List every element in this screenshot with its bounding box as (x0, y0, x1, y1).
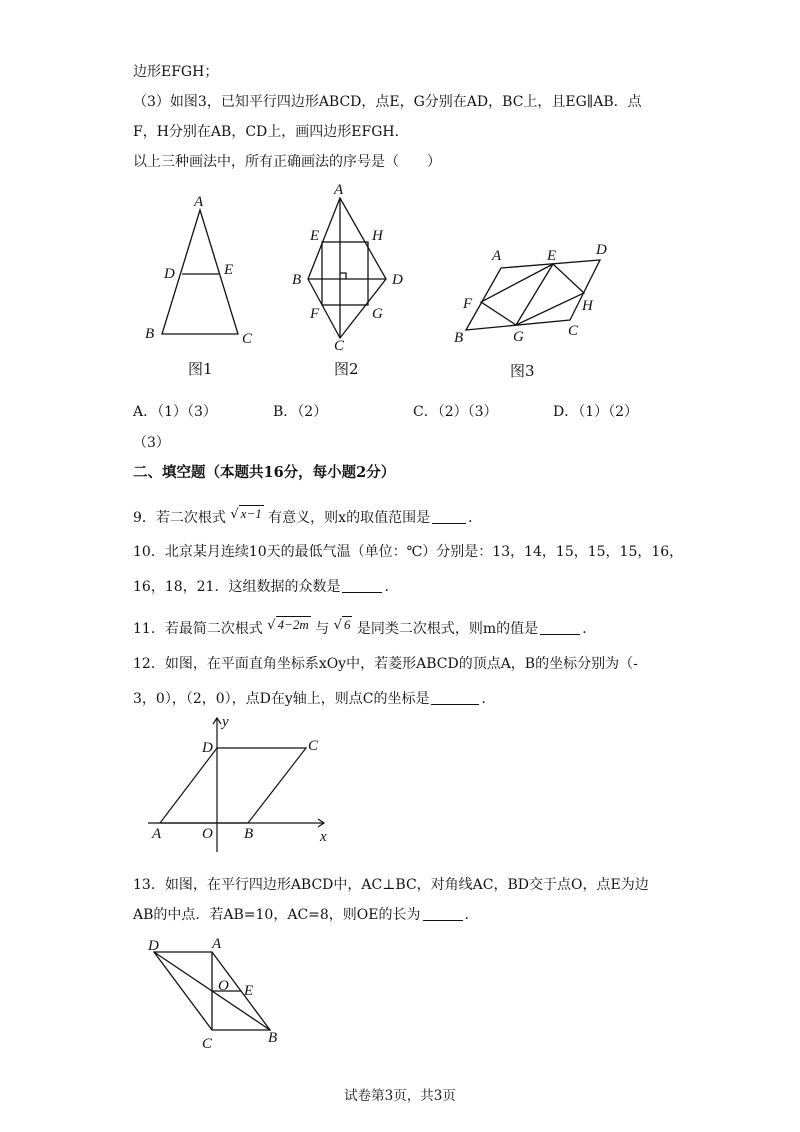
q10-end: ． (384, 579, 399, 595)
q8-line3: F，H分别在AB，CD上，画四边形EFGH． (133, 124, 409, 140)
fig3-caption: 图3 (510, 362, 535, 380)
q10-line2: 16，18，21．这组数据的众数是 (133, 579, 341, 595)
fig3-label-a: A (492, 248, 502, 264)
fig5-label-d: D (148, 938, 159, 954)
fig1-label-b: B (145, 326, 155, 342)
q13-end: ． (464, 907, 479, 923)
q11-answer-blank[interactable] (540, 620, 580, 635)
fig2-label-a: A (334, 182, 344, 198)
q13-line2: AB的中点．若AB=10，AC=8，则OE的长为 (133, 907, 421, 923)
fig2-label-c: C (334, 338, 345, 352)
q13-answer-blank[interactable] (423, 906, 463, 921)
fig4-label-b: B (244, 826, 254, 842)
fig3-label-c: C (568, 323, 579, 339)
q11-mid: 与 (315, 621, 330, 637)
fig1-label-d: D (164, 266, 175, 282)
q9-post: 有意义，则x的取值范围是 (268, 510, 431, 526)
fig2-label-b: B (292, 272, 302, 288)
q12-end: ． (481, 691, 496, 707)
fig5-label-a: A (212, 936, 222, 952)
q11-radical-2: √ 6 (333, 617, 351, 633)
fig3-label-b: B (454, 330, 464, 346)
figure-q13-parallelogram (140, 930, 300, 1055)
fig2-label-h: H (372, 228, 383, 244)
fig5-label-o: O (218, 978, 229, 994)
q12-answer-blank[interactable] (431, 690, 479, 705)
q8-line4: 以上三种画法中，所有正确画法的序号是（ ） (133, 154, 441, 170)
section-2-title: 二、填空题（本题共16分，每小题2分） (133, 464, 396, 481)
fig1-caption: 图1 (188, 360, 213, 378)
q13-line1: 13．如图，在平行四边形ABCD中，AC⊥BC，对角线AC，BD交于点O，点E为边 (133, 877, 649, 893)
q12-line1: 12．如图，在平面直角坐标系xOy中，若菱形ABCD的顶点A，B的坐标分别为（- (133, 656, 638, 672)
q11-pre: 11．若最简二次根式 (133, 621, 263, 637)
figure-3-parallelogram (450, 238, 620, 348)
q11-end: ． (582, 621, 597, 637)
fig5-label-e: E (244, 983, 254, 999)
fig4-label-c: C (308, 738, 319, 754)
question-9 (133, 504, 482, 528)
option-c: C．（2）（3） (413, 404, 498, 420)
fig4-label-o: O (202, 826, 213, 842)
fig3-label-f: F (463, 296, 473, 312)
q9-end: ． (468, 510, 483, 526)
q9-radicand: x−1 (240, 506, 262, 521)
fig2-label-f: F (310, 306, 320, 322)
q9-pre: 9．若二次根式 (133, 510, 226, 526)
q10-answer-blank[interactable] (342, 578, 382, 593)
fig2-label-g: G (372, 306, 383, 322)
fig1-label-e: E (224, 262, 234, 278)
question-11 (133, 615, 596, 639)
q11-radicand-1: 4−2m (277, 617, 309, 632)
fig4-label-a: A (152, 826, 162, 842)
fig3-label-d: D (596, 242, 607, 258)
q12-line2: 3，0），（2，0），点D在y轴上，则点C的坐标是 (133, 691, 430, 707)
question-13-line2 (133, 905, 479, 925)
fig4-label-d: D (202, 740, 213, 756)
fig1-label-a: A (194, 194, 204, 210)
option-a: A．（1）（3） (133, 404, 217, 420)
fig4-label-x: x (320, 829, 327, 845)
fig5-label-b: B (268, 1030, 278, 1046)
option-d: D．（1）（2） (553, 404, 639, 420)
fig3-label-e: E (547, 248, 557, 264)
q10-line1: 10．北京某月连续10天的最低气温（单位：℃）分别是：13，14，15，15，15，16， (133, 544, 684, 560)
q9-answer-blank[interactable] (432, 509, 466, 524)
q11-radicand-2: 6 (343, 617, 351, 632)
question-12-line2 (133, 689, 495, 709)
figure-q12-rhombus (140, 712, 340, 854)
fig1-label-c: C (242, 331, 253, 347)
fig2-label-d: D (392, 272, 403, 288)
option-b: B．（2） (273, 404, 328, 420)
q11-post: 是同类二次根式，则m的值是 (356, 621, 539, 637)
figure-2-kite (288, 180, 418, 352)
question-10-line2 (133, 577, 398, 597)
fig3-label-g: G (513, 329, 524, 345)
fig4-label-y: y (222, 714, 229, 730)
q8-line2: （3）如图3，已知平行四边形ABCD，点E，G分别在AD，BC上，且EG∥AB．点 (133, 94, 642, 110)
fig2-label-e: E (310, 228, 320, 244)
page-footer: 试卷第3页，共3页 (344, 1088, 456, 1104)
q9-radical: √ x−1 (230, 506, 262, 522)
q8-line1: 边形EFGH； (133, 64, 219, 80)
option-d-continued: （3） (133, 435, 170, 451)
fig5-label-c: C (202, 1036, 213, 1052)
fig2-caption: 图2 (334, 360, 359, 378)
q11-radical-1: √ 4−2m (267, 617, 309, 633)
figure-1-triangle (140, 188, 270, 348)
fig3-label-h: H (582, 298, 593, 314)
